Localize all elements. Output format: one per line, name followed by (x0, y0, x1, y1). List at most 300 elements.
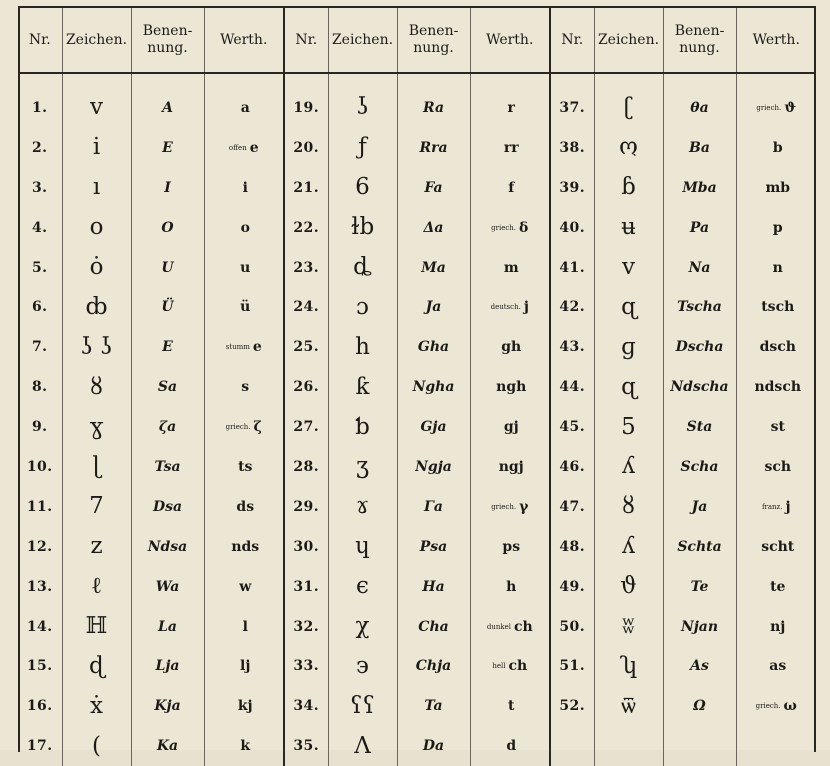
sound-value (204, 168, 284, 208)
letter-glyph: ʖ (328, 88, 397, 128)
entry-number: 45. (550, 407, 594, 447)
sound-value (470, 686, 550, 726)
sound-value-text: gj (503, 419, 519, 436)
letter-name: Scha (663, 447, 736, 487)
letter-glyph: ʬ (594, 607, 663, 647)
letter-name: Gja (397, 407, 470, 447)
letter-glyph: ɭ (62, 447, 131, 487)
sound-value-text: f (508, 179, 515, 196)
sound-value-text: ts (238, 458, 253, 475)
letter-glyph: є (328, 567, 397, 607)
letter-name: Rra (397, 128, 470, 168)
letter-name: La (131, 607, 204, 647)
table-row (18, 646, 816, 686)
sound-value (204, 287, 284, 327)
spacer-cell (663, 73, 736, 88)
sound-value-text: m (503, 259, 519, 276)
spacer-cell (397, 73, 470, 88)
entry-number: 13. (18, 567, 62, 607)
sound-value-text: e (249, 139, 259, 156)
table-row (18, 287, 816, 327)
entry-number: 32. (284, 607, 328, 647)
sound-value (736, 487, 816, 527)
entry-number: 9. (18, 407, 62, 447)
letter-name: Γa (397, 487, 470, 527)
sound-value (470, 646, 550, 686)
sound-value-text: kj (237, 698, 253, 715)
letter-name: Cha (397, 607, 470, 647)
sound-value-text: γ (519, 498, 529, 515)
sound-value-text: ω (783, 698, 797, 715)
entry-number: 28. (284, 447, 328, 487)
sound-value-text: r (507, 99, 515, 116)
sound-value (470, 248, 550, 288)
letter-glyph: ʎ (594, 447, 663, 487)
sound-value-text: j (785, 498, 791, 515)
sound-value (470, 726, 550, 766)
sound-value (470, 487, 550, 527)
sound-value (204, 407, 284, 447)
spacer-cell (131, 73, 204, 88)
entry-number: 23. (284, 248, 328, 288)
letter-glyph: ʒ (328, 447, 397, 487)
sound-value-text: t (508, 698, 515, 715)
entry-number: 12. (18, 527, 62, 567)
sound-value (204, 248, 284, 288)
sound-value-text: w (239, 578, 252, 595)
sound-value-text: ü (240, 299, 251, 316)
entry-number: 17. (18, 726, 62, 766)
table-row (18, 327, 816, 367)
letter-name: Tscha (663, 287, 736, 327)
sound-value-text: tsch (761, 299, 795, 316)
letter-glyph: ო (594, 128, 663, 168)
letter-glyph: ϶ (328, 646, 397, 686)
sound-value-text: k (240, 738, 251, 755)
sound-value (204, 128, 284, 168)
letter-glyph: ѿ (594, 686, 663, 726)
letter-name: Schta (663, 527, 736, 567)
spacer-cell (470, 73, 550, 88)
letter-name: E (131, 128, 204, 168)
letter-name: Lja (131, 646, 204, 686)
spacer-cell (550, 73, 594, 88)
letter-glyph: ϑ (594, 567, 663, 607)
letter-glyph: ɋ (594, 287, 663, 327)
letter-glyph: o (62, 208, 131, 248)
letter-glyph: ȸ (62, 287, 131, 327)
header-nr: Nr. (284, 8, 328, 73)
entry-number: 40. (550, 208, 594, 248)
spacer-cell (284, 73, 328, 88)
header-zeichen: Zeichen. (62, 8, 131, 73)
sound-value-text: l (242, 618, 248, 635)
sound-value-text: nds (231, 538, 260, 555)
table-row (18, 128, 816, 168)
sound-value (470, 407, 550, 447)
sound-value (736, 367, 816, 407)
sound-value-text: as (769, 658, 787, 675)
letter-name: Pa (663, 208, 736, 248)
table-row (18, 248, 816, 288)
spacer-cell (594, 73, 663, 88)
sound-value-text: b (772, 139, 783, 156)
letter-name: Ω (663, 686, 736, 726)
letter-glyph: Λ (328, 726, 397, 766)
letter-glyph: i (62, 128, 131, 168)
spacer-cell (62, 73, 131, 88)
letter-glyph (594, 726, 663, 766)
letter-glyph: ɓ (594, 168, 663, 208)
sound-value (204, 367, 284, 407)
letter-glyph: ʖ ʖ (62, 327, 131, 367)
sound-value (736, 646, 816, 686)
letter-name: Mba (663, 168, 736, 208)
letter-name: ζa (131, 407, 204, 447)
spacer-cell (328, 73, 397, 88)
entry-number: 44. (550, 367, 594, 407)
letter-glyph: ɖ (62, 646, 131, 686)
sound-value-text: ch (508, 658, 528, 675)
letter-glyph: ɔ (328, 287, 397, 327)
header-benennung-text: Benen-nung. (674, 23, 725, 56)
sound-qualifier: hell (492, 662, 506, 671)
sound-value-text: d (506, 738, 517, 755)
sound-qualifier: deutsch. (490, 303, 521, 312)
entry-number: 35. (284, 726, 328, 766)
sound-value (204, 686, 284, 726)
sound-value-text: e (252, 339, 262, 356)
sound-value-text: sch (764, 458, 792, 475)
entry-number: 11. (18, 487, 62, 527)
entry-number: 19. (284, 88, 328, 128)
letter-name: Gha (397, 327, 470, 367)
sound-qualifier: griech. (491, 223, 517, 232)
table-row (18, 527, 816, 567)
table-row (18, 726, 816, 766)
letter-glyph: χ (328, 607, 397, 647)
sound-value-text: n (772, 259, 783, 276)
letter-glyph: ƙ (328, 367, 397, 407)
sound-value (204, 726, 284, 766)
letter-glyph: ɤ (328, 487, 397, 527)
sound-value-text: o (240, 219, 250, 236)
sound-value-text: ds (236, 498, 255, 515)
sound-value (736, 287, 816, 327)
entry-number: 42. (550, 287, 594, 327)
letter-name: Sa (131, 367, 204, 407)
letter-glyph: ʎ (594, 527, 663, 567)
letter-glyph: 6 (328, 168, 397, 208)
sound-value-text: a (240, 99, 250, 116)
letter-glyph: ȣ (62, 367, 131, 407)
entry-number: 24. (284, 287, 328, 327)
header-werth: Werth. (470, 8, 550, 73)
sound-value (470, 128, 550, 168)
sound-qualifier: griech. (755, 702, 781, 711)
sound-value-text: ps (502, 538, 521, 555)
letter-name: Chja (397, 646, 470, 686)
letter-name: θa (663, 88, 736, 128)
entry-number: 34. (284, 686, 328, 726)
sound-value (204, 208, 284, 248)
sound-qualifier: dunkel (486, 622, 511, 631)
table-row (18, 168, 816, 208)
table-row (18, 208, 816, 248)
letter-glyph: ɫb (328, 208, 397, 248)
sound-value (736, 567, 816, 607)
header-benennung-text: Benen-nung. (408, 23, 459, 56)
letter-name: Ma (397, 248, 470, 288)
entry-number: 2. (18, 128, 62, 168)
letter-glyph: 7 (62, 487, 131, 527)
entry-number: 21. (284, 168, 328, 208)
sound-value (736, 407, 816, 447)
letter-glyph: ℍ (62, 607, 131, 647)
entry-number: 16. (18, 686, 62, 726)
header-zeichen: Zeichen. (594, 8, 663, 73)
sound-value-text: dsch (759, 339, 796, 356)
sound-value (736, 726, 816, 766)
entry-number: 7. (18, 327, 62, 367)
entry-number: 3. (18, 168, 62, 208)
entry-number: 29. (284, 487, 328, 527)
entry-number: 20. (284, 128, 328, 168)
sound-value-text: ngh (496, 379, 527, 396)
letter-name: Dscha (663, 327, 736, 367)
sound-value-text: ϑ (784, 99, 797, 116)
sound-value (470, 287, 550, 327)
entry-number: 41. (550, 248, 594, 288)
sound-value (736, 168, 816, 208)
letter-glyph: ɡ (594, 327, 663, 367)
letter-name: Wa (131, 567, 204, 607)
letter-name: Sta (663, 407, 736, 447)
letter-name: Ndsa (131, 527, 204, 567)
sound-qualifier: franz. (761, 502, 783, 511)
letter-glyph: ɋ (594, 367, 663, 407)
letter-glyph: 5 (594, 407, 663, 447)
entry-number: 15. (18, 646, 62, 686)
sound-value-text: gh (501, 339, 522, 356)
header-benennung (131, 8, 204, 73)
header-nr: Nr. (18, 8, 62, 73)
letter-name: Ba (663, 128, 736, 168)
entry-number: 37. (550, 88, 594, 128)
letter-name: O (131, 208, 204, 248)
sound-value-text: lj (240, 658, 251, 675)
table-row (18, 367, 816, 407)
sound-value-text: ζ (253, 419, 262, 436)
letter-name: U (131, 248, 204, 288)
sound-value (470, 607, 550, 647)
sound-value (470, 367, 550, 407)
table-row (18, 407, 816, 447)
entry-number: 49. (550, 567, 594, 607)
header-nr: Nr. (550, 8, 594, 73)
entry-number: 30. (284, 527, 328, 567)
entry-number: 48. (550, 527, 594, 567)
header-werth: Werth. (736, 8, 816, 73)
sound-value (736, 248, 816, 288)
letter-name: Ja (663, 487, 736, 527)
sound-value (470, 567, 550, 607)
letter-glyph: ȯ (62, 248, 131, 288)
sound-value (204, 567, 284, 607)
letter-name: Ra (397, 88, 470, 128)
sound-qualifier: stumm (225, 343, 250, 352)
header-benennung (397, 8, 470, 73)
entry-number: 50. (550, 607, 594, 647)
sound-value-text: ch (513, 618, 533, 635)
entry-number: 8. (18, 367, 62, 407)
letter-name: Da (397, 726, 470, 766)
letter-glyph: ɣ (62, 407, 131, 447)
sound-value-text: mb (765, 179, 791, 196)
sound-value-text: u (240, 259, 251, 276)
entry-number: 22. (284, 208, 328, 248)
sound-value (204, 646, 284, 686)
entry-number: 10. (18, 447, 62, 487)
alphabet-table (18, 8, 816, 766)
letter-name: Njan (663, 607, 736, 647)
letter-name: I (131, 168, 204, 208)
letter-glyph: ʕʕ (328, 686, 397, 726)
letter-name: Ndscha (663, 367, 736, 407)
letter-glyph: ʉ (594, 208, 663, 248)
sound-value (204, 487, 284, 527)
sound-value (204, 88, 284, 128)
sound-qualifier: griech. (225, 423, 251, 432)
spacer-cell (18, 73, 62, 88)
sound-value-text: p (772, 219, 783, 236)
entry-number: 5. (18, 248, 62, 288)
sound-value (470, 327, 550, 367)
entry-number: 47. (550, 487, 594, 527)
letter-glyph: z (62, 527, 131, 567)
sound-value-text: st (770, 419, 785, 436)
entry-number: 1. (18, 88, 62, 128)
sound-value (736, 607, 816, 647)
entry-number: 33. (284, 646, 328, 686)
sound-value (204, 447, 284, 487)
entry-number (550, 726, 594, 766)
sound-qualifier: griech. (491, 502, 517, 511)
letter-glyph: ℓ (62, 567, 131, 607)
letter-glyph: ɥ (328, 527, 397, 567)
letter-name: A (131, 88, 204, 128)
header-benennung-text: Benen-nung. (142, 23, 193, 56)
letter-glyph: ı (62, 168, 131, 208)
sound-value-text: te (770, 578, 786, 595)
entry-number: 43. (550, 327, 594, 367)
entry-number: 51. (550, 646, 594, 686)
sound-value-text: ngj (498, 458, 524, 475)
entry-number: 46. (550, 447, 594, 487)
letter-name: Fa (397, 168, 470, 208)
header-werth: Werth. (204, 8, 284, 73)
spacer-row (18, 73, 816, 88)
sound-value-text: nj (770, 618, 786, 635)
sound-value (204, 527, 284, 567)
spacer-cell (736, 73, 816, 88)
table-body (18, 73, 816, 766)
letter-glyph: ẋ (62, 686, 131, 726)
table-row (18, 686, 816, 726)
entry-number: 38. (550, 128, 594, 168)
letter-name: Ngja (397, 447, 470, 487)
letter-name: E (131, 327, 204, 367)
entry-number: 6. (18, 287, 62, 327)
table-row (18, 607, 816, 647)
letter-glyph: h (328, 327, 397, 367)
letter-glyph: v (62, 88, 131, 128)
sound-qualifier: griech. (756, 103, 782, 112)
letter-name: Kja (131, 686, 204, 726)
sound-value-text: δ (519, 219, 529, 236)
letter-name: Ta (397, 686, 470, 726)
letter-name: Ja (397, 287, 470, 327)
letter-glyph: ʮ (594, 646, 663, 686)
letter-name: Na (663, 248, 736, 288)
sound-value (736, 686, 816, 726)
entry-number: 52. (550, 686, 594, 726)
sound-value (736, 327, 816, 367)
sound-value-text: scht (761, 538, 795, 555)
letter-glyph: ȡ (328, 248, 397, 288)
entry-number: 31. (284, 567, 328, 607)
entry-number: 27. (284, 407, 328, 447)
letter-name: Dsa (131, 487, 204, 527)
sound-value (470, 447, 550, 487)
sound-value-text: h (506, 578, 517, 595)
sound-value (736, 208, 816, 248)
sound-qualifier: offen (228, 143, 247, 152)
letter-glyph: ʗ (594, 88, 663, 128)
sound-value (470, 88, 550, 128)
table-row (18, 447, 816, 487)
entry-number: 39. (550, 168, 594, 208)
letter-glyph: ȣ (594, 487, 663, 527)
table-row (18, 88, 816, 128)
sound-value (470, 168, 550, 208)
letter-name: Te (663, 567, 736, 607)
entry-number: 4. (18, 208, 62, 248)
letter-glyph: v (594, 248, 663, 288)
letter-glyph: ƅ (328, 407, 397, 447)
sound-value (204, 327, 284, 367)
letter-glyph: ( (62, 726, 131, 766)
sound-value (470, 527, 550, 567)
sound-value-text: ndsch (754, 379, 802, 396)
letter-name: Ü (131, 287, 204, 327)
entry-number: 26. (284, 367, 328, 407)
letter-glyph: ƒ (328, 128, 397, 168)
letter-name: Psa (397, 527, 470, 567)
header-benennung (663, 8, 736, 73)
letter-name: As (663, 646, 736, 686)
letter-name (663, 726, 736, 766)
header-row (18, 8, 816, 73)
sound-value-text: s (241, 379, 250, 396)
letter-name: Ngha (397, 367, 470, 407)
sound-value-text: j (523, 299, 529, 316)
letter-name: Tsa (131, 447, 204, 487)
table-row (18, 487, 816, 527)
letter-name: Δa (397, 208, 470, 248)
letter-name: Ha (397, 567, 470, 607)
letter-name: Ka (131, 726, 204, 766)
